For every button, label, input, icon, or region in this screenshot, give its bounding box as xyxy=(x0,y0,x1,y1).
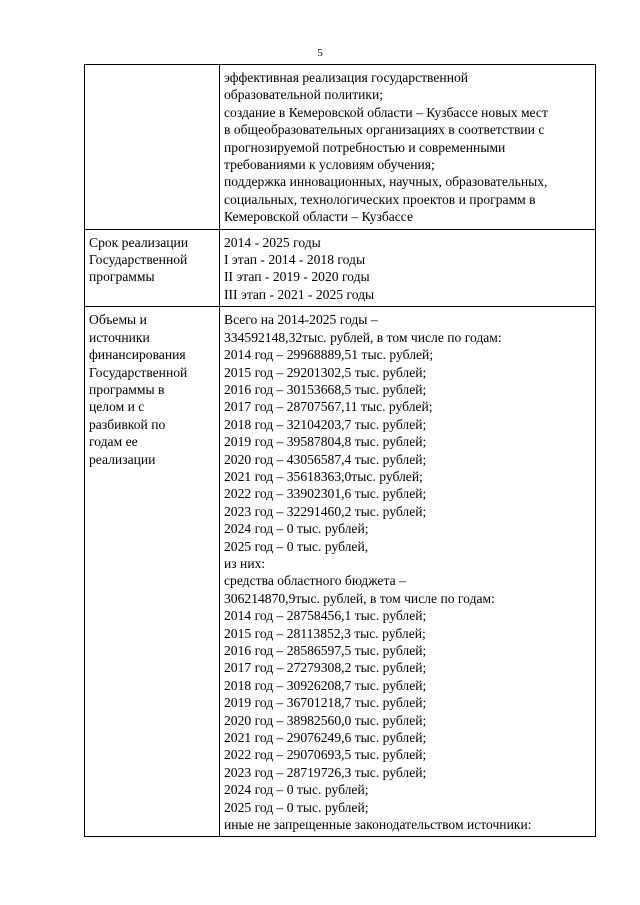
row-value-line: 2019 год – 39587804,8 тыс. рублей; xyxy=(224,434,427,450)
row-goals-continuation xyxy=(85,65,596,230)
row-value-line: эффективная реализация государственной xyxy=(224,70,469,85)
row-label-line: целом и с xyxy=(89,399,145,415)
row-value-line: создание в Кемеровской области – Кузбассе новых мест xyxy=(224,104,548,120)
row-label-cell xyxy=(85,65,220,230)
row-value-line: 2023 год – 28719726,3 тыс. рублей; xyxy=(224,764,427,780)
row-value-line: социальных, технологических проектов и программ в xyxy=(224,191,536,207)
row-value-line: 2025 год – 0 тыс. рублей, xyxy=(224,538,369,554)
row-value-line: II этап - 2019 - 2020 годы xyxy=(224,269,370,285)
row-value-line: 2017 год – 28707567,11 тыс. рублей; xyxy=(224,399,433,415)
row-value-line: 2018 год – 30926208,7 тыс. рублей; xyxy=(224,677,427,693)
row-label-line: программы в xyxy=(89,381,165,397)
row-value-line: 2014 год – 28758456,1 тыс. рублей; xyxy=(224,608,427,624)
row-label-line: годам ее xyxy=(89,434,138,450)
row-label-line: источники xyxy=(89,329,150,345)
row-value-line: 2016 год – 28586597,5 тыс. рублей; xyxy=(224,643,427,658)
row-value-line: 2014 - 2025 годы xyxy=(224,234,321,250)
row-label-cell xyxy=(85,307,220,837)
row-value-line: III этап - 2021 - 2025 годы xyxy=(224,286,375,302)
row-value-line: 2024 год – 0 тыс. рублей; xyxy=(224,782,369,798)
row-value-line: I этап - 2014 - 2018 годы xyxy=(224,252,366,268)
row-label-line: программы xyxy=(89,269,155,285)
row-value-line: 2019 год – 36701218,7 тыс. рублей; xyxy=(224,695,427,711)
row-value-line: 2021 год – 29076249,6 тыс. рублей; xyxy=(224,730,427,746)
program-passport-table xyxy=(84,64,596,837)
row-label-line: разбивкой по xyxy=(89,416,166,432)
row-value-line: средства областного бюджета – xyxy=(224,573,406,589)
row-label-line: Срок реализации xyxy=(89,234,189,250)
row-value-cell xyxy=(220,65,596,230)
row-value-cell xyxy=(220,229,596,307)
row-value-line: 2016 год – 30153668,5 тыс. рублей; xyxy=(224,381,427,397)
row-value-line: 2021 год – 35618363,0тыс. рублей; xyxy=(224,468,423,484)
row-value-line: 306214870,9тыс. рублей, в том числе по годам: xyxy=(224,590,495,606)
row-implementation-period xyxy=(85,229,596,307)
row-value-line: 2017 год – 27279308,2 тыс. рублей; xyxy=(224,660,427,676)
row-value-line: Всего на 2014-2025 годы – xyxy=(224,312,378,328)
row-value-line: 2020 год – 43056587,4 тыс. рублей; xyxy=(224,451,427,467)
row-label-line: Государственной xyxy=(89,252,188,268)
row-label-line: Объемы и xyxy=(89,312,147,328)
row-value-line: поддержка инновационных, научных, образовательных, xyxy=(224,174,548,190)
row-value-line: 2014 год – 29968889,51 тыс. рублей; xyxy=(224,347,434,363)
row-value-line: 2022 год – 33902301,6 тыс. рублей; xyxy=(224,486,427,502)
row-value-cell xyxy=(220,307,596,837)
row-value-line: 2020 год – 38982560,0 тыс. рублей; xyxy=(224,712,427,728)
row-label-cell xyxy=(85,229,220,307)
row-value-line: 2025 год – 0 тыс. рублей; xyxy=(224,799,369,815)
page-number: 5 xyxy=(317,47,323,59)
row-label-line: Государственной xyxy=(89,364,188,380)
row-value-line: 2024 год – 0 тыс. рублей; xyxy=(224,521,369,537)
row-value-line: 2022 год – 29070693,5 тыс. рублей; xyxy=(224,747,427,763)
row-value-line: образовательной политики; xyxy=(224,87,384,103)
row-value-line: из них: xyxy=(224,555,266,571)
row-value-line: 334592148,32тыс. рублей, в том числе по годам: xyxy=(224,329,502,345)
row-value-line: иные не запрещенные законодательством источники: xyxy=(224,817,532,833)
row-value-line: 2015 год – 28113852,3 тыс. рублей; xyxy=(224,625,426,641)
table-body xyxy=(85,65,596,837)
row-value-line: 2023 год – 32291460,2 тыс. рублей; xyxy=(224,503,427,519)
row-value-line: 2018 год – 32104203,7 тыс. рублей; xyxy=(224,416,427,432)
row-label-line: реализации xyxy=(89,451,156,467)
row-value-line: требованиями к условиям обучения; xyxy=(224,157,435,173)
row-value-line: прогнозируемой потребностью и современными xyxy=(224,139,506,155)
row-label-line: финансирования xyxy=(89,347,186,363)
row-financing xyxy=(85,307,596,837)
row-value-line: Кемеровской области – Кузбассе xyxy=(224,209,414,225)
row-value-line: в общеобразовательных организациях в соответствии с xyxy=(224,122,545,138)
row-value-line: 2015 год – 29201302,5 тыс. рублей; xyxy=(224,364,427,380)
